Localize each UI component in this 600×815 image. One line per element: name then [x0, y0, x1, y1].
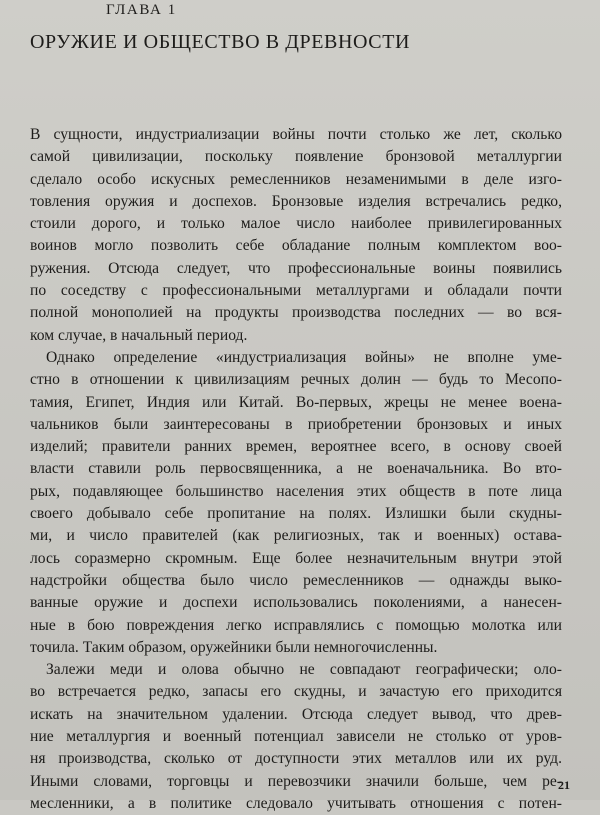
chapter-label: ГЛАВА 1 — [106, 2, 177, 18]
text-line: точила. Таким образом, оружейники были немногочисленны. — [30, 638, 438, 656]
text-line: ванные оружие и доспехи использовались поколениями, а нанесен- — [30, 594, 562, 612]
text-line: ня производства, сколько от доступности этих металлов или их руд. — [30, 750, 562, 768]
text-line: ные в бою повреждения легко исправлялись с помощью молотка или — [30, 616, 562, 634]
text-line: стоили дорого, и только малое число наиболее привилегированных — [30, 215, 562, 233]
text-line: сделало особо искусных ремесленников незаменимыми в деле изго- — [30, 170, 562, 188]
body-text — [30, 124, 562, 815]
text-line: рых, подавляющее большинство населения этих обществ в поте лица — [30, 482, 562, 500]
text-line: В сущности, индустриализации войны почти столько же лет, сколько — [30, 126, 562, 143]
text-line: искать на значительном удалении. Отсюда следует вывод, что древ- — [30, 705, 562, 723]
text-line: Однако определение «индустриализация войны» не вполне уме- — [46, 348, 562, 366]
text-line: чальников были заинтересованы в приобретении бронзовых и иных — [30, 415, 562, 433]
chapter-title: ОРУЖИЕ И ОБЩЕСТВО В ДРЕВНОСТИ — [30, 31, 411, 53]
text-line: изделий; правители ранних времен, вероятнее всего, в основу своей — [30, 438, 562, 456]
text-line: тамия, Египет, Индия или Китай. Во-первых, жрецы не менее воена- — [30, 393, 562, 411]
page-number: 21 — [558, 778, 570, 792]
text-line: во встречается редко, запасы его скудны, и зачастую его приходится — [30, 683, 562, 701]
paragraph-1 — [30, 124, 562, 347]
paragraph-3 — [30, 659, 562, 815]
text-line: ком случае, в начальный период. — [30, 326, 248, 344]
text-line: Залежи меди и олова обычно не совпадают географически; оло- — [46, 661, 562, 679]
text-line: ружения. Отсюда следует, что профессиональные воины появились — [30, 259, 562, 277]
text-line: месленники, а в политике следовало учитывать отношения с потен- — [30, 794, 562, 812]
text-line: по соседству с профессиональными металлургами и обладали почти — [30, 282, 562, 300]
text-line: полной монополией на продукты производства последних — во вся- — [30, 304, 562, 322]
text-line: самой цивилизации, поскольку появление бронзовой металлургии — [30, 148, 562, 166]
text-line: ми, и число правителей (как религиозных, так и военных) остава- — [30, 527, 562, 545]
text-line: надстройки общества было число ремесленников — однажды выко- — [30, 571, 562, 589]
text-line: лось соразмерно скромным. Еще более незначительным внутри этой — [30, 549, 562, 567]
text-line: стно в отношении к цивилизациям речных долин — будь то Месопо- — [30, 371, 562, 389]
text-line: своего добывало себе пропитание на полях. Излишки были скудны- — [30, 505, 562, 523]
text-line: власти ставили роль первосвященника, а не военачальника. Во вто- — [30, 460, 562, 478]
text-line: Иными словами, торговцы и перевозчики значили больше, чем ре- — [30, 772, 562, 790]
text-line: товления оружия и доспехов. Бронзовые изделия встречались редко, — [30, 192, 562, 210]
text-line: ние металлургия и военный потенциал зависели не столько от уров- — [30, 728, 562, 746]
text-line: воинов могло позволить себе обладание полным комплектом воо- — [30, 237, 562, 255]
paragraph-2 — [30, 347, 562, 659]
